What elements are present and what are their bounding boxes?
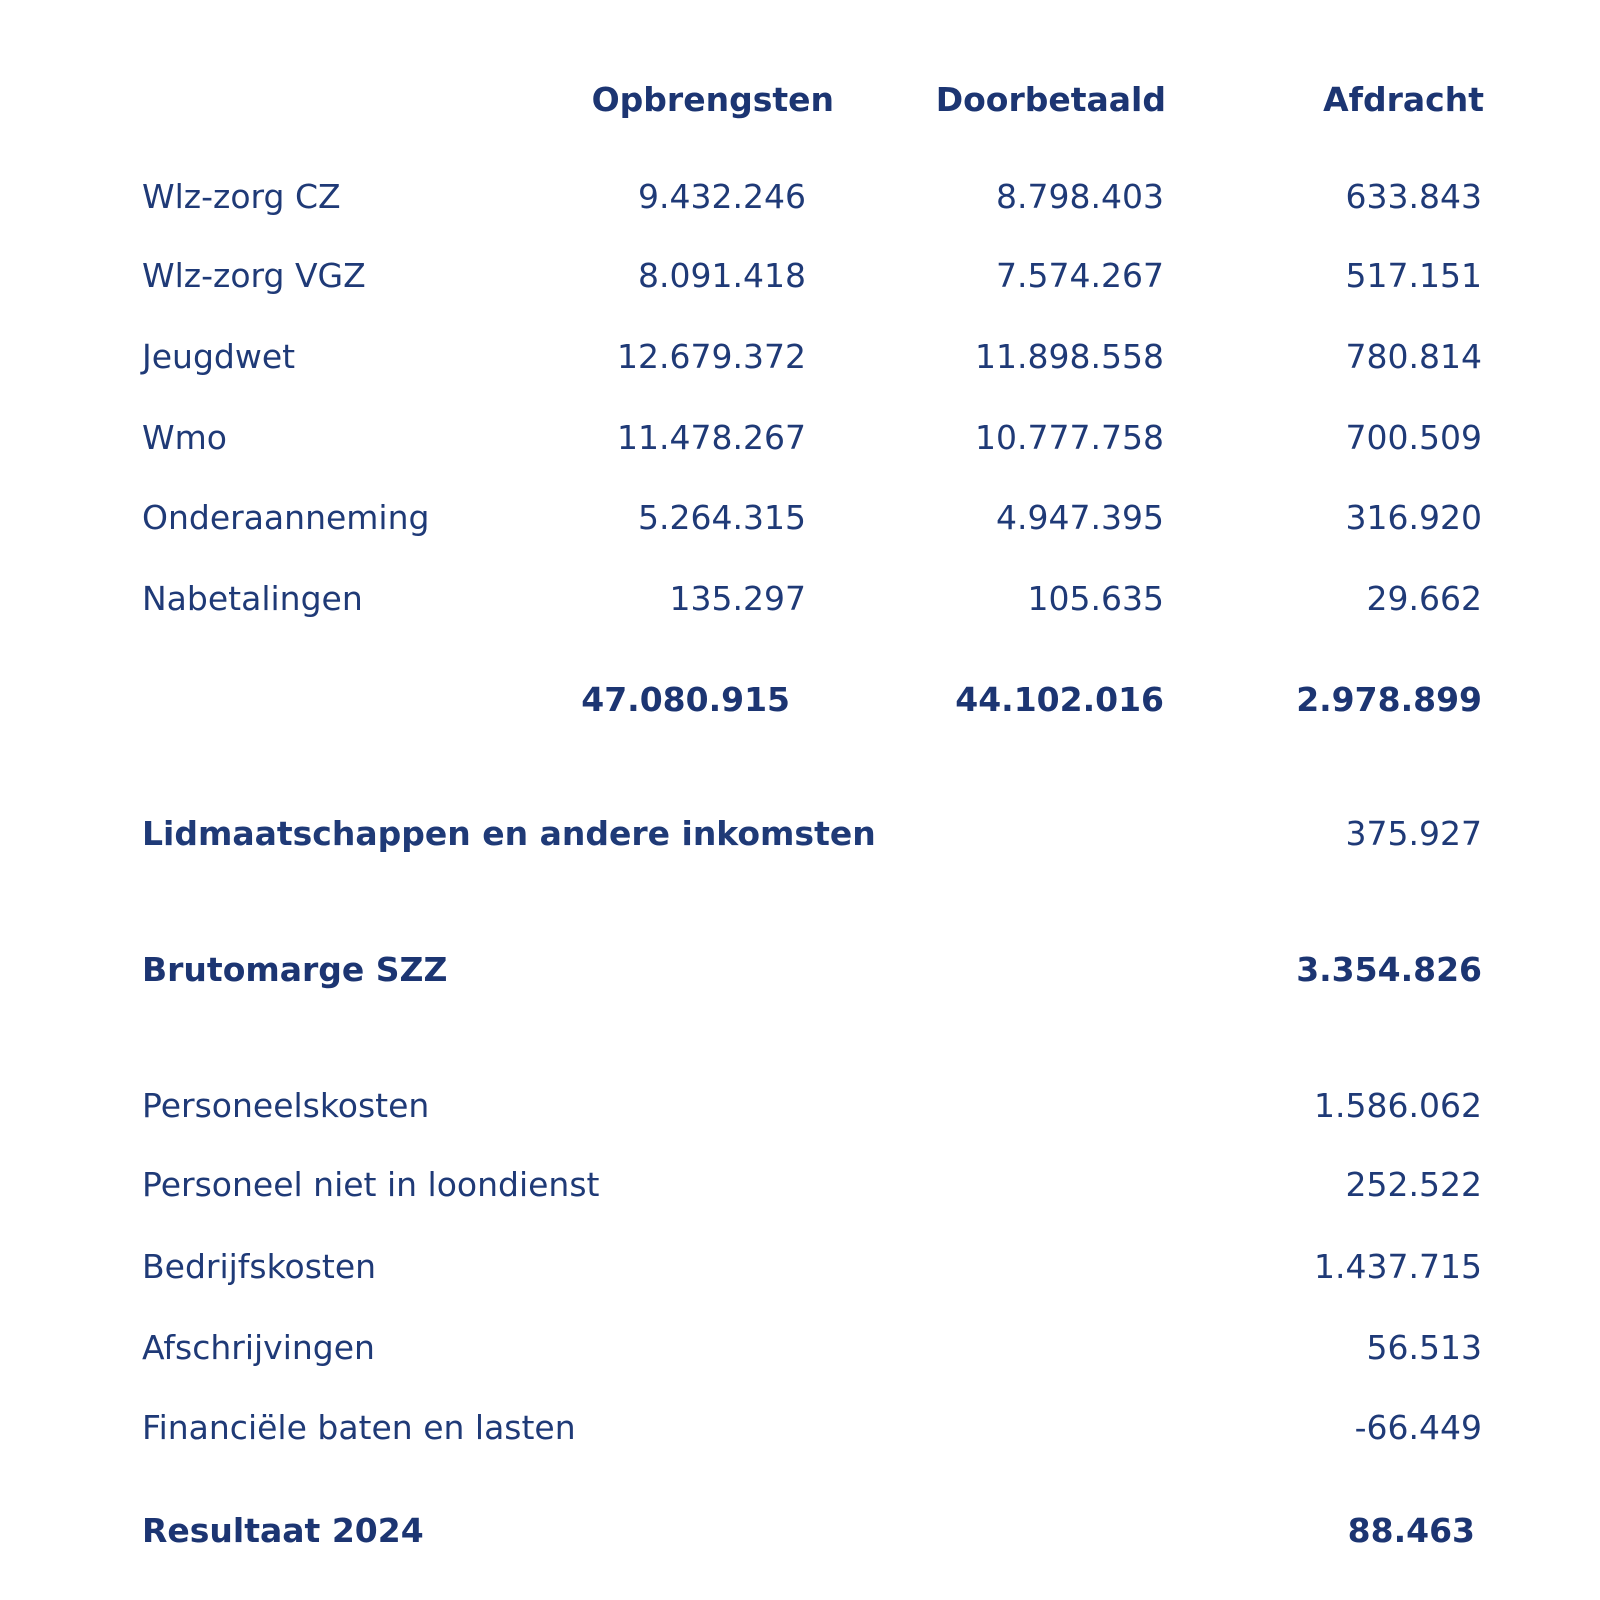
row-label: Onderaanneming: [142, 498, 430, 537]
kosten-value: 1.437.715: [1314, 1247, 1482, 1286]
row-label: Wlz-zorg VGZ: [142, 256, 366, 295]
row-label: Jeugdwet: [142, 337, 296, 376]
table-row: [0, 169, 1600, 225]
kosten-value: 1.586.062: [1314, 1086, 1482, 1125]
row-opbrengsten: 11.478.267: [617, 418, 806, 457]
row-doorbetaald: 4.947.395: [996, 498, 1164, 537]
table-row: [0, 490, 1600, 546]
table-row: [0, 248, 1600, 304]
lidmaatschappen-value: 375.927: [1345, 814, 1482, 853]
table-row: [0, 571, 1600, 627]
row-doorbetaald: 8.798.403: [996, 177, 1164, 216]
total-opbrengsten: 47.080.915: [581, 680, 790, 719]
row-afdracht: 517.151: [1345, 256, 1482, 295]
total-afdracht: 2.978.899: [1296, 680, 1482, 719]
header-afdracht: Afdracht: [1323, 80, 1484, 119]
header-doorbetaald: Doorbetaald: [935, 80, 1166, 119]
row-doorbetaald: 7.574.267: [996, 256, 1164, 295]
kosten-value: 252.522: [1345, 1165, 1482, 1204]
header-opbrengsten: Opbrengsten: [591, 80, 834, 119]
table-row: [0, 410, 1600, 466]
kosten-row: [0, 1157, 1600, 1213]
row-doorbetaald: 10.777.758: [975, 418, 1164, 457]
table-row: [0, 329, 1600, 385]
row-label: Wmo: [142, 418, 227, 457]
row-opbrengsten: 12.679.372: [617, 337, 806, 376]
brutomarge-row: [0, 942, 1600, 998]
row-doorbetaald: 11.898.558: [975, 337, 1164, 376]
row-label: Wlz-zorg CZ: [142, 177, 341, 216]
kosten-row: [0, 1400, 1600, 1456]
totals-row: [0, 672, 1600, 728]
resultaat-value: 88.463: [1347, 1511, 1475, 1550]
kosten-row: [0, 1239, 1600, 1295]
brutomarge-label: Brutomarge SZZ: [142, 950, 448, 989]
kosten-label: Afschrijvingen: [142, 1328, 375, 1367]
lidmaatschappen-label: Lidmaatschappen en andere inkomsten: [142, 814, 876, 853]
lidmaatschappen-row: [0, 806, 1600, 862]
row-afdracht: 633.843: [1345, 177, 1482, 216]
brutomarge-value: 3.354.826: [1296, 950, 1482, 989]
kosten-value: 56.513: [1366, 1328, 1482, 1367]
kosten-row: [0, 1078, 1600, 1134]
kosten-label: Personeel niet in loondienst: [142, 1165, 600, 1204]
kosten-label: Financiële baten en lasten: [142, 1408, 576, 1447]
kosten-value: -66.449: [1354, 1408, 1482, 1447]
row-opbrengsten: 5.264.315: [638, 498, 806, 537]
resultaat-label: Resultaat 2024: [142, 1511, 424, 1550]
row-afdracht: 316.920: [1345, 498, 1482, 537]
row-opbrengsten: 9.432.246: [638, 177, 806, 216]
table-header-row: [0, 72, 1600, 128]
row-opbrengsten: 8.091.418: [638, 256, 806, 295]
row-afdracht: 700.509: [1345, 418, 1482, 457]
row-doorbetaald: 105.635: [1027, 579, 1164, 618]
row-afdracht: 780.814: [1345, 337, 1482, 376]
kosten-label: Personeelskosten: [142, 1086, 430, 1125]
total-doorbetaald: 44.102.016: [955, 680, 1164, 719]
row-label: Nabetalingen: [142, 579, 363, 618]
resultaat-row: [0, 1503, 1600, 1559]
kosten-row: [0, 1320, 1600, 1376]
row-opbrengsten: 135.297: [669, 579, 806, 618]
kosten-label: Bedrijfskosten: [142, 1247, 377, 1286]
row-afdracht: 29.662: [1366, 579, 1482, 618]
